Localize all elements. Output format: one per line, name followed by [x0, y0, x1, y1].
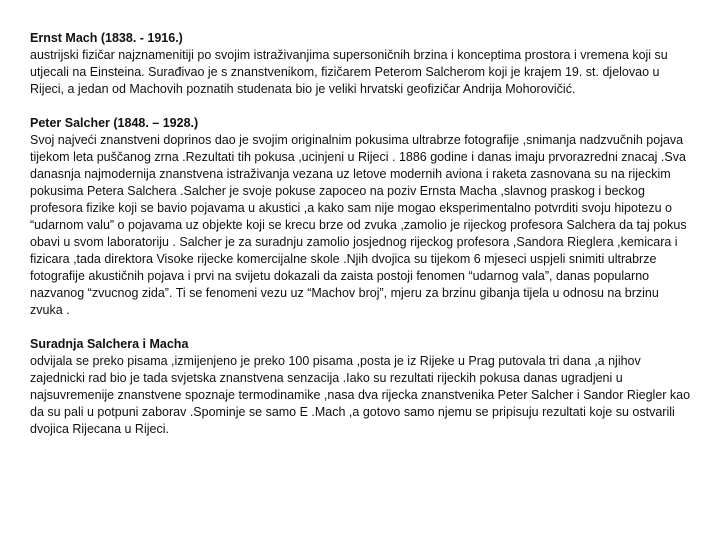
section-paragraph: odvijala se preko pisama ,izmijenjeno je preko 100 pisama ,posta je iz Rijeke u Prag putovala tri dana ,a njihov zajednicki rad bio je tada svjetska znanstvena senzacija .Iako su rezultati rijeckih pokusa danas ugradjeni u najsuvremenije znanstvene spoznaje termodinamike ,nasa dva rijecka znanstvenika Peter Salcher i Sandor Riegler kao da su pali u potpuni zaborav .Spominje se samo E .Mach ,a gotovo samo njemu se pripisuju rezultati koje su ostvarili dvojica Rijecana u Rijeci.	[30, 354, 691, 436]
section-ernst-mach	[30, 30, 692, 98]
section-paragraph: Svoj najveći znanstveni doprinos dao je svojim originalnim pokusima ultrabrze fotografije ,snimanja nadzvučnih pojava tijekom leta puščanog zrna .Rezultati tih pokusa ,ucinjeni u Rijeci . 1886 godine i danas imaju prvorazredni znacaj .Sva danasnja najmodernija znanstvena istraživanja vezana uz letove modernih aviona i raketa zasnovana su na rijeckim pokusima Petera Salchera .Salcher je svoje pokuse zapoceo na poziv Ernsta Macha ,slavnog praskog i beckog profesora fizike koji se bavio pojavama u akustici ,a kako sam nije mogao eksperimentalno potvrditi svoju hipotezu o “udarnom valu” o pojavama uz objekte koji se krecu brze od zvuka ,zamolio je rijeckog profesora Salchera da taj pokus obavi u svom laboratoriju . Salcher je za suradnju zamolio josjednog rijeckog profesora ,Sandora Rieglera ,kemicara i fizicara ,tada direktora Visoke rijecke komercijalne skole .Njih dvojica su tijekom 6 mjeseci uspjeli snimiti ultrabrze fotografije akustičnih pojava i prvi na svijetu dokazali da zaista postoji fenomen “udarnog vala”, danas popularno nazvanog “zvucnog zida”. Ti se fenomeni vezu uz “Machov broj”, mjeru za brzinu gibanja tijela u odnosu na brzinu zvuka .	[30, 133, 687, 317]
section-peter-salcher	[30, 115, 692, 319]
section-suradnja	[30, 336, 692, 438]
section-heading: Ernst Mach (1838. - 1916.)	[30, 31, 183, 45]
document-page	[30, 30, 692, 455]
section-heading: Suradnja Salchera i Macha	[30, 337, 189, 351]
section-heading: Peter Salcher (1848. – 1928.)	[30, 116, 199, 130]
section-paragraph: austrijski fizičar najznamenitiji po svojim istraživanjima supersoničnih brzina i konceptima prostora i vremena koji su utjecali na Einsteina. Surađivao je s znanstvenikom, fizičarem Peterom Salcherom koji je krajem 19. st. djelovao u Rijeci, a jedan od Machovih poznatih studenata bio je veliki hrvatski geofizičar Andrija Mohorovičić.	[30, 48, 668, 96]
